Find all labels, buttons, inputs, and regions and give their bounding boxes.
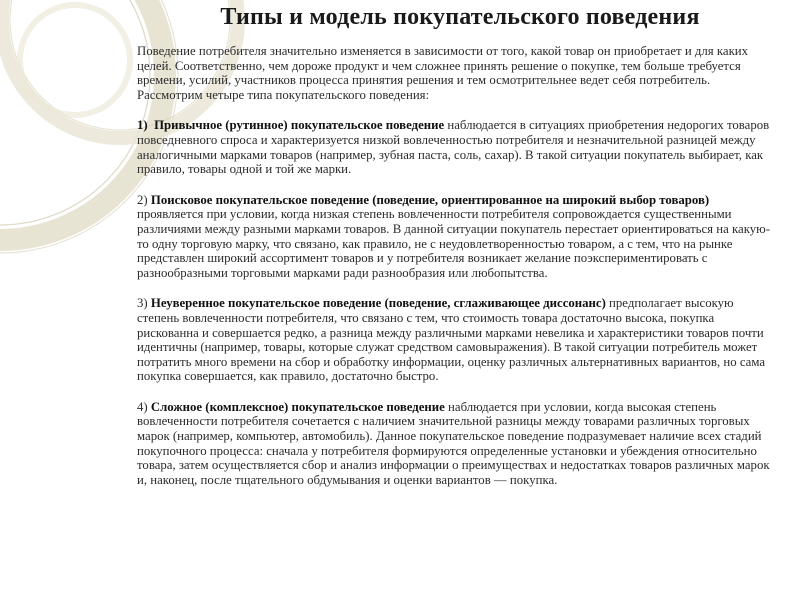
type-paragraph-3: [137, 296, 775, 384]
type-name: Неуверенное покупательское поведение (поведение, сглаживающее диссонанс): [150, 296, 606, 311]
type-description: предполагает высокую степень вовлеченности потребителя, что связано с тем, что стоимость товара достаточно высока, покупка рискованна и совершается редко, а разница между различными марками невелика и характеристики товаров почти идентичны (например, товары, которые служат средством самовыражения). В такой ситуации потребитель может потратить много времени на сбор и обработку информации, оценку различных альтернативных вариантов, но сама покупка совершается, как правило, достаточно быстро.: [137, 296, 766, 384]
type-number: 2): [137, 192, 148, 207]
type-name: Привычное (рутинное) покупательское поведение: [154, 118, 445, 133]
type-number: 3): [137, 296, 148, 311]
intro-paragraph: Поведение потребителя значительно изменяется в зависимости от того, какой товар он приобретает и для каких целей. Соответственно, чем дороже продукт и чем сложнее принять решение о покупке, тем больше требуется времени, усилий, участников процесса принятия решения и тем осмотрительнее ведет себя потребитель. Рассмотрим четыре типа покупательского поведения:: [137, 44, 749, 102]
type-description: проявляется при условии, когда низкая степень вовлеченности потребителя сопровождается существенными различиями между разными марками товаров. В данной ситуации покупатель перестает ориентироваться на какую-то одну торговую марку, что связано, как правило, не с неудовлетворенностью товаром, а с тем, что на рынке представлен широкий ассортимент товаров и у потребителя возникает желание поэкспериментировать с разнообразными торговыми марками ради разнообразия или любопытства.: [137, 207, 770, 280]
type-name: Сложное (комплексное) покупательское поведение: [150, 399, 445, 414]
type-number: 4): [137, 399, 148, 414]
type-paragraph-1: [137, 118, 775, 176]
ring-tiny: [20, 5, 130, 115]
type-paragraph-2: [137, 193, 775, 281]
slide-body: [137, 44, 775, 487]
ring-large-inner-edge: [0, 0, 150, 225]
type-description: наблюдается в ситуациях приобретения недорогих товаров повседневного спроса и характеризуется низкой вовлеченностью потребителя и незначительной разницей между аналогичными марками товаров (например, зубная паста, соль, сахар). В такой ситуации покупатель выбирает, как правило, товары одной и той же марки.: [137, 118, 770, 177]
type-description: наблюдается при условии, когда высокая степень вовлеченности потребителя сочетается с наличием значительной разницы между товарами различных торговых марок (например, компьютер, автомобиль). Данное покупательское поведение подразумевает наличие всех стадий покупочного процесса: сначала у потребителя формируются определенные установки и убеждения относительно товара, затем осуществляется сбор и анализ информации о преимуществах и недостатках товаров различных марок и, наконец, после тщательного обдумывания и оценки вариантов — покупка.: [137, 399, 770, 487]
type-name: Поисковое покупательское поведение (поведение, ориентированное на широкий выбор товаров): [150, 192, 710, 207]
page-title: Типы и модель покупательского поведения: [220, 4, 700, 30]
type-paragraph-4: [137, 400, 775, 488]
type-number: 1): [137, 118, 148, 133]
